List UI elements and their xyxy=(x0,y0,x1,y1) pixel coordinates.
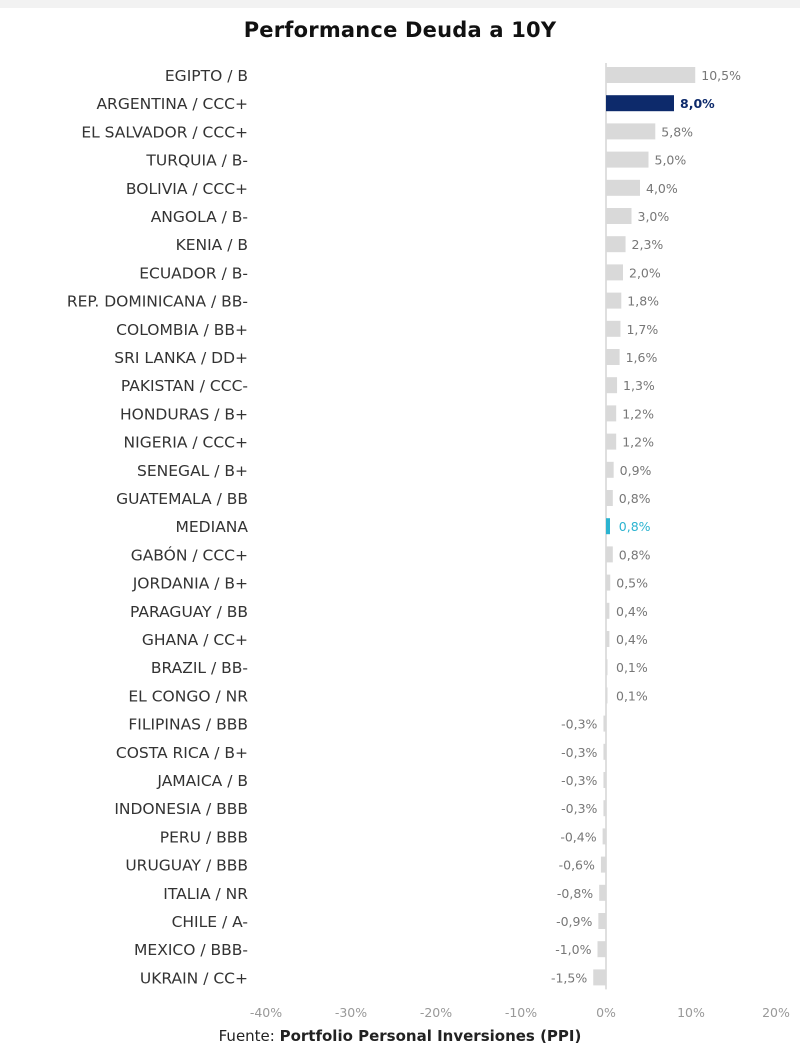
data-label: 1,8% xyxy=(627,293,660,309)
bar xyxy=(606,405,616,421)
category-label: EL CONGO / NR xyxy=(128,687,248,706)
category-label: PAKISTAN / CCC- xyxy=(120,377,248,396)
category-label: NIGERIA / CCC+ xyxy=(123,433,248,452)
bar xyxy=(603,744,606,760)
data-label: 0,8% xyxy=(618,547,651,563)
category-label: MEXICO / BBB- xyxy=(134,941,248,960)
bar xyxy=(603,800,606,816)
bar xyxy=(606,236,626,252)
bar xyxy=(606,349,620,365)
source-prefix: Fuente: xyxy=(218,1027,280,1045)
bar xyxy=(599,885,606,901)
bar xyxy=(606,377,617,393)
bar xyxy=(606,546,613,562)
bar xyxy=(606,687,608,703)
data-label: 1,7% xyxy=(626,321,659,337)
bar xyxy=(606,631,609,647)
category-label: JAMAICA / B xyxy=(157,772,248,790)
x-tick-label: 10% xyxy=(677,1005,705,1020)
data-label: -0,4% xyxy=(560,829,597,845)
bar xyxy=(598,913,606,929)
category-label: INDONESIA / BBB xyxy=(114,800,248,819)
bar xyxy=(606,490,613,506)
bar xyxy=(606,293,621,309)
data-label: -0,3% xyxy=(561,744,598,760)
bar xyxy=(606,462,614,478)
category-label: TURQUIA / B- xyxy=(146,151,248,170)
category-label: ARGENTINA / CCC+ xyxy=(96,95,248,114)
data-label: 0,8% xyxy=(618,491,651,506)
category-label: UKRAIN / CC+ xyxy=(139,969,248,988)
category-label: SRI LANKA / DD+ xyxy=(114,349,248,367)
category-label: CHILE / A- xyxy=(171,913,248,931)
data-label: 1,3% xyxy=(623,378,655,394)
data-label: 10,5% xyxy=(701,68,741,83)
data-label: 0,9% xyxy=(619,462,652,478)
category-label: ECUADOR / B- xyxy=(139,264,248,283)
category-label: COSTA RICA / B+ xyxy=(115,743,248,762)
category-label: GABÓN / CCC+ xyxy=(130,546,248,565)
bar xyxy=(606,659,608,675)
data-label: -0,6% xyxy=(558,857,595,873)
bar xyxy=(606,95,674,111)
data-label: 0,1% xyxy=(616,688,648,704)
data-label: -1,0% xyxy=(555,942,592,958)
data-label: 0,4% xyxy=(616,603,648,619)
data-label: -0,3% xyxy=(561,801,598,817)
x-tick-label: -20% xyxy=(419,1005,453,1020)
bar xyxy=(606,321,620,337)
category-label: JORDANIA / B+ xyxy=(132,574,248,593)
data-label: 8,0% xyxy=(680,96,715,112)
category-label: BOLIVIA / CCC+ xyxy=(125,179,248,198)
data-label: -0,3% xyxy=(561,716,598,732)
x-tick-label: -10% xyxy=(504,1005,538,1020)
data-label: 1,6% xyxy=(625,350,658,365)
bar xyxy=(593,969,606,985)
data-label: 3,0% xyxy=(637,209,670,224)
bar xyxy=(603,772,606,788)
category-label: PERU / BBB xyxy=(159,828,248,847)
category-label: HONDURAS / B+ xyxy=(119,405,248,424)
source-note xyxy=(0,1027,800,1045)
category-label: ITALIA / NR xyxy=(163,884,248,903)
data-label: -0,3% xyxy=(561,773,598,788)
data-label: 2,3% xyxy=(631,237,664,253)
data-label: -0,9% xyxy=(556,914,593,929)
category-label: REP. DOMINICANA / BB- xyxy=(66,292,248,311)
category-label: MEDIANA xyxy=(175,518,248,537)
x-tick-label: -30% xyxy=(334,1005,368,1020)
bar xyxy=(606,518,610,534)
x-tick-label: 20% xyxy=(762,1005,790,1020)
category-label: EGIPTO / B xyxy=(164,67,248,85)
bar xyxy=(606,264,623,280)
data-label: -1,5% xyxy=(550,970,588,986)
data-label: 2,0% xyxy=(629,265,661,281)
data-label: 0,8% xyxy=(618,519,651,535)
bar xyxy=(606,575,610,591)
category-label: PARAGUAY / BB xyxy=(130,602,248,621)
bar xyxy=(606,180,640,196)
category-label: KENIA / B xyxy=(175,236,248,255)
category-label: GHANA / CC+ xyxy=(141,631,248,649)
category-label: GUATEMALA / BB xyxy=(116,490,248,508)
chart-title: Performance Deuda a 10Y xyxy=(243,18,557,42)
data-label: 1,2% xyxy=(622,434,654,450)
data-label: 0,5% xyxy=(616,575,649,591)
data-label: -0,8% xyxy=(556,885,594,901)
category-label: URUGUAY / BBB xyxy=(125,856,248,875)
bar xyxy=(603,716,606,732)
data-label: 5,8% xyxy=(661,124,694,140)
x-tick-label: -40% xyxy=(249,1005,283,1020)
bar xyxy=(603,828,606,844)
bar xyxy=(606,434,616,450)
data-label: 0,4% xyxy=(616,632,648,647)
category-label: SENEGAL / B+ xyxy=(137,461,248,480)
bar xyxy=(601,857,606,873)
bar xyxy=(606,152,649,168)
data-label: 4,0% xyxy=(646,180,678,196)
category-label: FILIPINAS / BBB xyxy=(128,715,248,734)
bar xyxy=(606,123,655,139)
category-label: COLOMBIA / BB+ xyxy=(116,320,248,339)
category-label: ANGOLA / B- xyxy=(150,208,248,226)
data-label: 1,2% xyxy=(622,406,654,422)
bar xyxy=(606,67,695,83)
category-label: EL SALVADOR / CCC+ xyxy=(81,123,248,142)
data-label: 5,0% xyxy=(654,152,687,168)
source-name: Portfolio Personal Inversiones (PPI) xyxy=(279,1027,582,1045)
data-label: 0,1% xyxy=(616,660,648,676)
bar xyxy=(598,941,607,957)
x-tick-label: 0% xyxy=(596,1005,616,1020)
bar xyxy=(606,208,632,224)
bar xyxy=(606,603,609,619)
category-label: BRAZIL / BB- xyxy=(150,659,248,678)
